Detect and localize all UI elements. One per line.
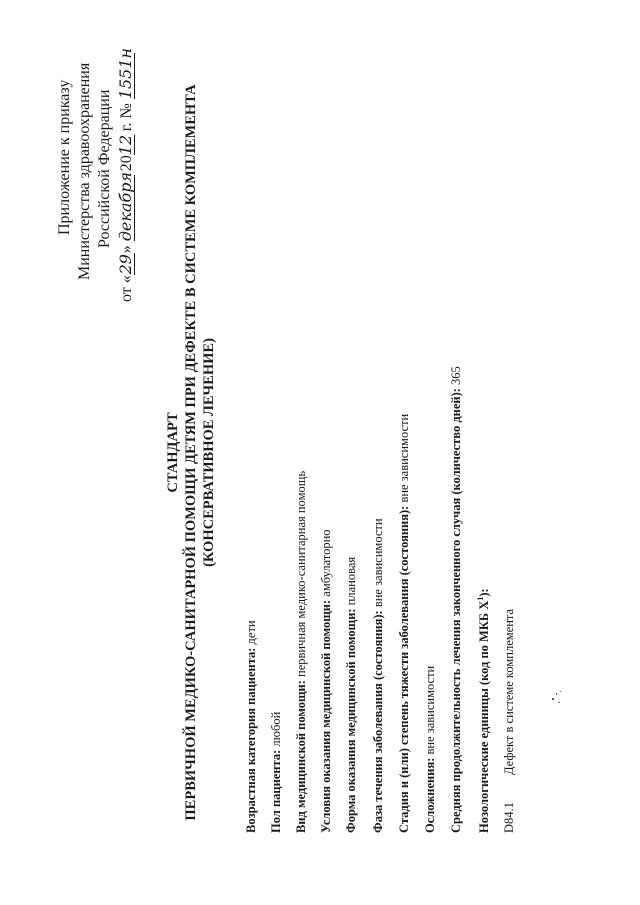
field-value: 365 bbox=[449, 366, 463, 389]
date-month: декабря bbox=[116, 171, 135, 242]
scan-speck bbox=[560, 691, 561, 692]
footnote-marker: 1 bbox=[476, 596, 485, 601]
field-care-type bbox=[295, 471, 308, 833]
document-title: СТАНДАРТ bbox=[165, 412, 181, 493]
date-day: 29 bbox=[116, 254, 135, 275]
appendix-line-2: Министерства здравоохранения bbox=[76, 62, 93, 280]
appendix-date-line bbox=[116, 47, 135, 302]
field-complications bbox=[424, 666, 437, 833]
appendix-line-3: Российской Федерации bbox=[96, 89, 113, 248]
field-label: Пол пациента: bbox=[269, 749, 283, 833]
nosology-name: Дефект в системе комплемента bbox=[502, 608, 516, 775]
field-sex bbox=[270, 712, 283, 833]
document-subtitle-line-2: (КОНСЕРВАТИВНОЕ ЛЕЧЕНИЕ) bbox=[201, 338, 217, 567]
field-value: вне зависимости bbox=[371, 518, 385, 611]
date-prefix: от « bbox=[118, 275, 135, 302]
field-disease-phase bbox=[372, 518, 385, 833]
nosology-label-end: ): bbox=[477, 588, 492, 597]
field-value: дети bbox=[244, 620, 258, 648]
field-label: Осложнения: bbox=[423, 757, 437, 833]
date-mid: » bbox=[118, 245, 135, 254]
field-value: вне зависимости bbox=[397, 413, 411, 506]
order-number-prefix: г. № bbox=[118, 103, 135, 132]
scan-speck bbox=[556, 693, 557, 695]
field-value: плановая bbox=[344, 556, 358, 609]
field-label: Средняя продолжительность лечения законченного случая (количество дней): bbox=[449, 388, 463, 833]
nosology-label: Нозологические единицы (код по МКБ X bbox=[477, 600, 492, 833]
field-age-category bbox=[245, 620, 258, 833]
order-number: 1551н bbox=[116, 47, 135, 100]
document-subtitle-line-1: ПЕРВИЧНОЙ МЕДИКО-САНИТАРНОЙ ПОМОЩИ ДЕТЯМ ПРИ ДЕФЕКТЕ В СИСТЕМЕ КОМПЛЕМЕНТА bbox=[183, 84, 199, 821]
field-label: Стадия и (или) степень тяжести заболевания (состояния): bbox=[397, 505, 411, 833]
nosology-code: D84.1 bbox=[502, 802, 516, 833]
scan-speck bbox=[558, 702, 560, 703]
field-value: первичная медико-санитарная помощь bbox=[294, 470, 308, 681]
field-label: Условия оказания медицинской помощи: bbox=[319, 599, 333, 833]
field-label: Фаза течения заболевания (состояния): bbox=[371, 610, 385, 833]
field-treatment-duration bbox=[450, 366, 463, 833]
nosology-heading bbox=[477, 588, 491, 833]
field-value: амбулаторно bbox=[319, 529, 333, 600]
appendix-line-1: Приложение к приказу bbox=[56, 79, 73, 235]
field-label: Возрастная категория пациента: bbox=[244, 647, 258, 833]
field-label: Вид медицинской помощи: bbox=[294, 680, 308, 833]
field-care-form bbox=[345, 557, 358, 833]
field-label: Форма оказания медицинской помощи: bbox=[344, 608, 358, 833]
date-year-prefix: 20 bbox=[118, 155, 135, 172]
field-value: любой bbox=[269, 711, 283, 750]
date-year-suffix: 12 bbox=[116, 134, 135, 156]
field-value: вне зависимости bbox=[423, 665, 437, 758]
scan-speck bbox=[552, 698, 554, 700]
field-care-conditions bbox=[320, 529, 333, 833]
field-disease-stage bbox=[398, 414, 411, 833]
